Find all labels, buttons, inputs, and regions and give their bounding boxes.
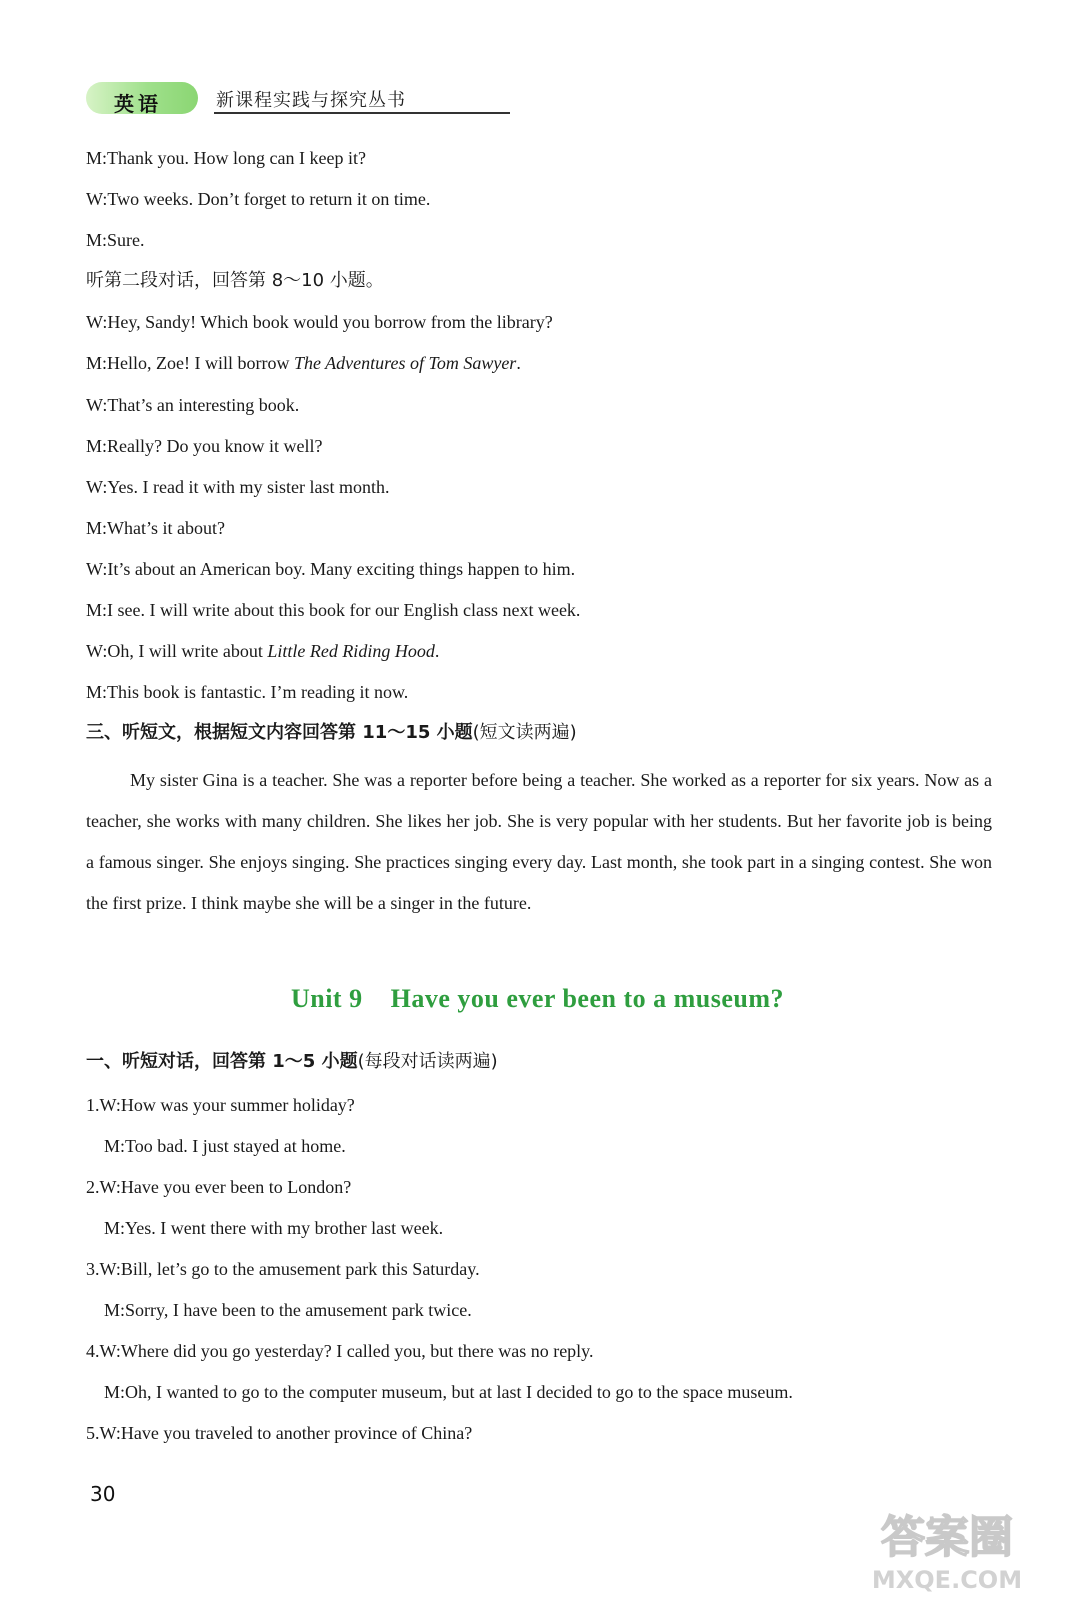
dialogue-text: Too bad. I just stayed at home. <box>125 1136 346 1156</box>
book-title: The Adventures of Tom Sawyer <box>293 353 517 373</box>
speaker: M <box>104 1382 121 1402</box>
dialogue-text: Oh, I will write about <box>107 641 268 661</box>
section3-heading <box>86 721 577 745</box>
dialogue-text: How was your summer holiday? <box>120 1095 355 1115</box>
speaker: M <box>86 436 103 456</box>
dialogue-line: M:Thank you. How long can I keep it? <box>86 148 366 168</box>
speaker: M <box>86 518 103 538</box>
dialogue-text: Have you ever been to London? <box>120 1177 352 1197</box>
speaker: W <box>99 1341 116 1361</box>
subject-tab <box>86 82 198 114</box>
dialogue-text: That’s an interesting book. <box>107 395 300 415</box>
unit-title <box>0 984 1075 1014</box>
speaker: W <box>86 559 103 579</box>
dialogue-text: Sorry, I have been to the amusement park twice. <box>125 1300 472 1320</box>
unit-name: Have you ever been to a museum? <box>390 984 785 1013</box>
dialogue-line: M:What’s it about? <box>86 518 225 538</box>
speaker: W <box>86 189 103 209</box>
answer-line: M:Yes. I went there with my brother last week. <box>104 1218 444 1238</box>
dialogue-text: Oh, I wanted to go to the computer museum, but at last I decided to go to the space museum. <box>125 1382 793 1402</box>
section1-heading-note: (每段对话读两遍) <box>357 1051 498 1072</box>
dialogue-line: M:Hello, Zoe! I will borrow The Adventures of Tom Sawyer. <box>86 353 521 373</box>
dialogue-text: Bill, let’s go to the amusement park this Saturday. <box>120 1259 480 1279</box>
series-title: 新课程实践与探究丛书 <box>216 90 406 111</box>
question-number: 2. <box>86 1177 100 1197</box>
page-number: 30 <box>90 1482 116 1506</box>
dialogue-text: What’s it about? <box>107 518 225 538</box>
question-number: 4. <box>86 1341 100 1361</box>
question-number: 3. <box>86 1259 100 1279</box>
dialogue-text: Sure. <box>107 230 145 250</box>
speaker: W <box>99 1259 116 1279</box>
dialogue-text-end: . <box>434 641 440 661</box>
header-rule <box>214 112 510 114</box>
watermark-bottom: MXQE.COM <box>871 1566 1023 1594</box>
dialogue-text-end: . <box>516 353 521 373</box>
speaker: W <box>99 1423 116 1443</box>
dialogue-text: Yes. I went there with my brother last week. <box>125 1218 444 1238</box>
speaker: W <box>99 1095 116 1115</box>
question-line: 3.W:Bill, let’s go to the amusement park this Saturday. <box>86 1259 480 1279</box>
question-number: 1. <box>86 1095 100 1115</box>
dialogue-text: Hello, Zoe! I will borrow <box>107 353 294 373</box>
dialogue-text: It’s about an American boy. Many exciting things happen to him. <box>107 559 576 579</box>
question-line: 2.W:Have you ever been to London? <box>86 1177 352 1197</box>
dialogue-text: Thank you. How long can I keep it? <box>107 148 366 168</box>
speaker: M <box>104 1136 121 1156</box>
section3-heading-main: 三、听短文，根据短文内容回答第 11～15 小题 <box>86 722 473 743</box>
dialogue-text: Yes. I read it with my sister last month. <box>107 477 390 497</box>
question-line: 4.W:Where did you go yesterday? I called you, but there was no reply. <box>86 1341 594 1361</box>
section1-heading <box>86 1050 498 1074</box>
answer-line: M:Too bad. I just stayed at home. <box>104 1136 346 1156</box>
speaker: M <box>86 682 103 702</box>
dialogue-line: W:Two weeks. Don’t forget to return it on time. <box>86 189 431 209</box>
dialogue-line: W:That’s an interesting book. <box>86 395 300 415</box>
unit-number: Unit 9 <box>290 984 363 1013</box>
section2-heading: 听第二段对话，回答第 8～10 小题。 <box>86 270 384 291</box>
speaker: M <box>104 1300 121 1320</box>
section1-heading-main: 一、听短对话，回答第 1～5 小题 <box>86 1051 358 1072</box>
dialogue-line: M:Really? Do you know it well? <box>86 436 323 456</box>
dialogue-text: I see. I will write about this book for our English class next week. <box>107 600 581 620</box>
speaker: W <box>99 1177 116 1197</box>
section3-heading-note: (短文读两遍) <box>472 722 577 743</box>
answer-line: M:Sorry, I have been to the amusement park twice. <box>104 1300 472 1320</box>
dialogue-text: Have you traveled to another province of China? <box>120 1423 473 1443</box>
page-header <box>86 78 426 120</box>
speaker: W <box>86 395 103 415</box>
dialogue-text: Two weeks. Don’t forget to return it on time. <box>107 189 431 209</box>
dialogue-text: Really? Do you know it well? <box>107 436 323 456</box>
dialogue-line: M:I see. I will write about this book for our English class next week. <box>86 600 581 620</box>
speaker: M <box>86 230 103 250</box>
dialogue-text: This book is fantastic. I’m reading it now. <box>107 682 409 702</box>
question-line: 1.W:How was your summer holiday? <box>86 1095 355 1115</box>
speaker: M <box>104 1218 121 1238</box>
dialogue-line: W:Oh, I will write about Little Red Riding Hood. <box>86 641 440 661</box>
dialogue-text: Where did you go yesterday? I called you, but there was no reply. <box>120 1341 594 1361</box>
speaker: W <box>86 641 103 661</box>
answer-line: M:Oh, I wanted to go to the computer museum, but at last I decided to go to the space museum. <box>104 1382 793 1402</box>
watermark-top: 答案圈 <box>881 1512 1013 1563</box>
speaker: W <box>86 312 103 332</box>
dialogue-line: W:It’s about an American boy. Many exciting things happen to him. <box>86 559 576 579</box>
dialogue-line: W:Yes. I read it with my sister last month. <box>86 477 390 497</box>
speaker: W <box>86 477 103 497</box>
passage: My sister Gina is a teacher. She was a reporter before being a teacher. She worked as a reporter for six years. Now as a teacher, she works with many children. She likes her job. She is very popular with her students. But her favorite job is being a famous singer. She enjoys singing. She practices singing every day. Last month, she took part in a singing contest. She won the first prize. I think maybe she will be a singer in the future. <box>86 770 992 913</box>
speaker: M <box>86 148 103 168</box>
watermark-logo <box>832 1500 1062 1596</box>
speaker: M <box>86 353 103 373</box>
dialogue-line: M:This book is fantastic. I’m reading it now. <box>86 682 409 702</box>
dialogue-text: Hey, Sandy! Which book would you borrow from the library? <box>107 312 553 332</box>
subject-label: 英语 <box>114 92 162 116</box>
book-title: Little Red Riding Hood <box>267 641 435 661</box>
dialogue-line: M:Sure. <box>86 230 145 250</box>
question-line: 5.W:Have you traveled to another province of China? <box>86 1423 473 1443</box>
speaker: M <box>86 600 103 620</box>
question-number: 5. <box>86 1423 100 1443</box>
dialogue-line: W:Hey, Sandy! Which book would you borrow from the library? <box>86 312 553 332</box>
